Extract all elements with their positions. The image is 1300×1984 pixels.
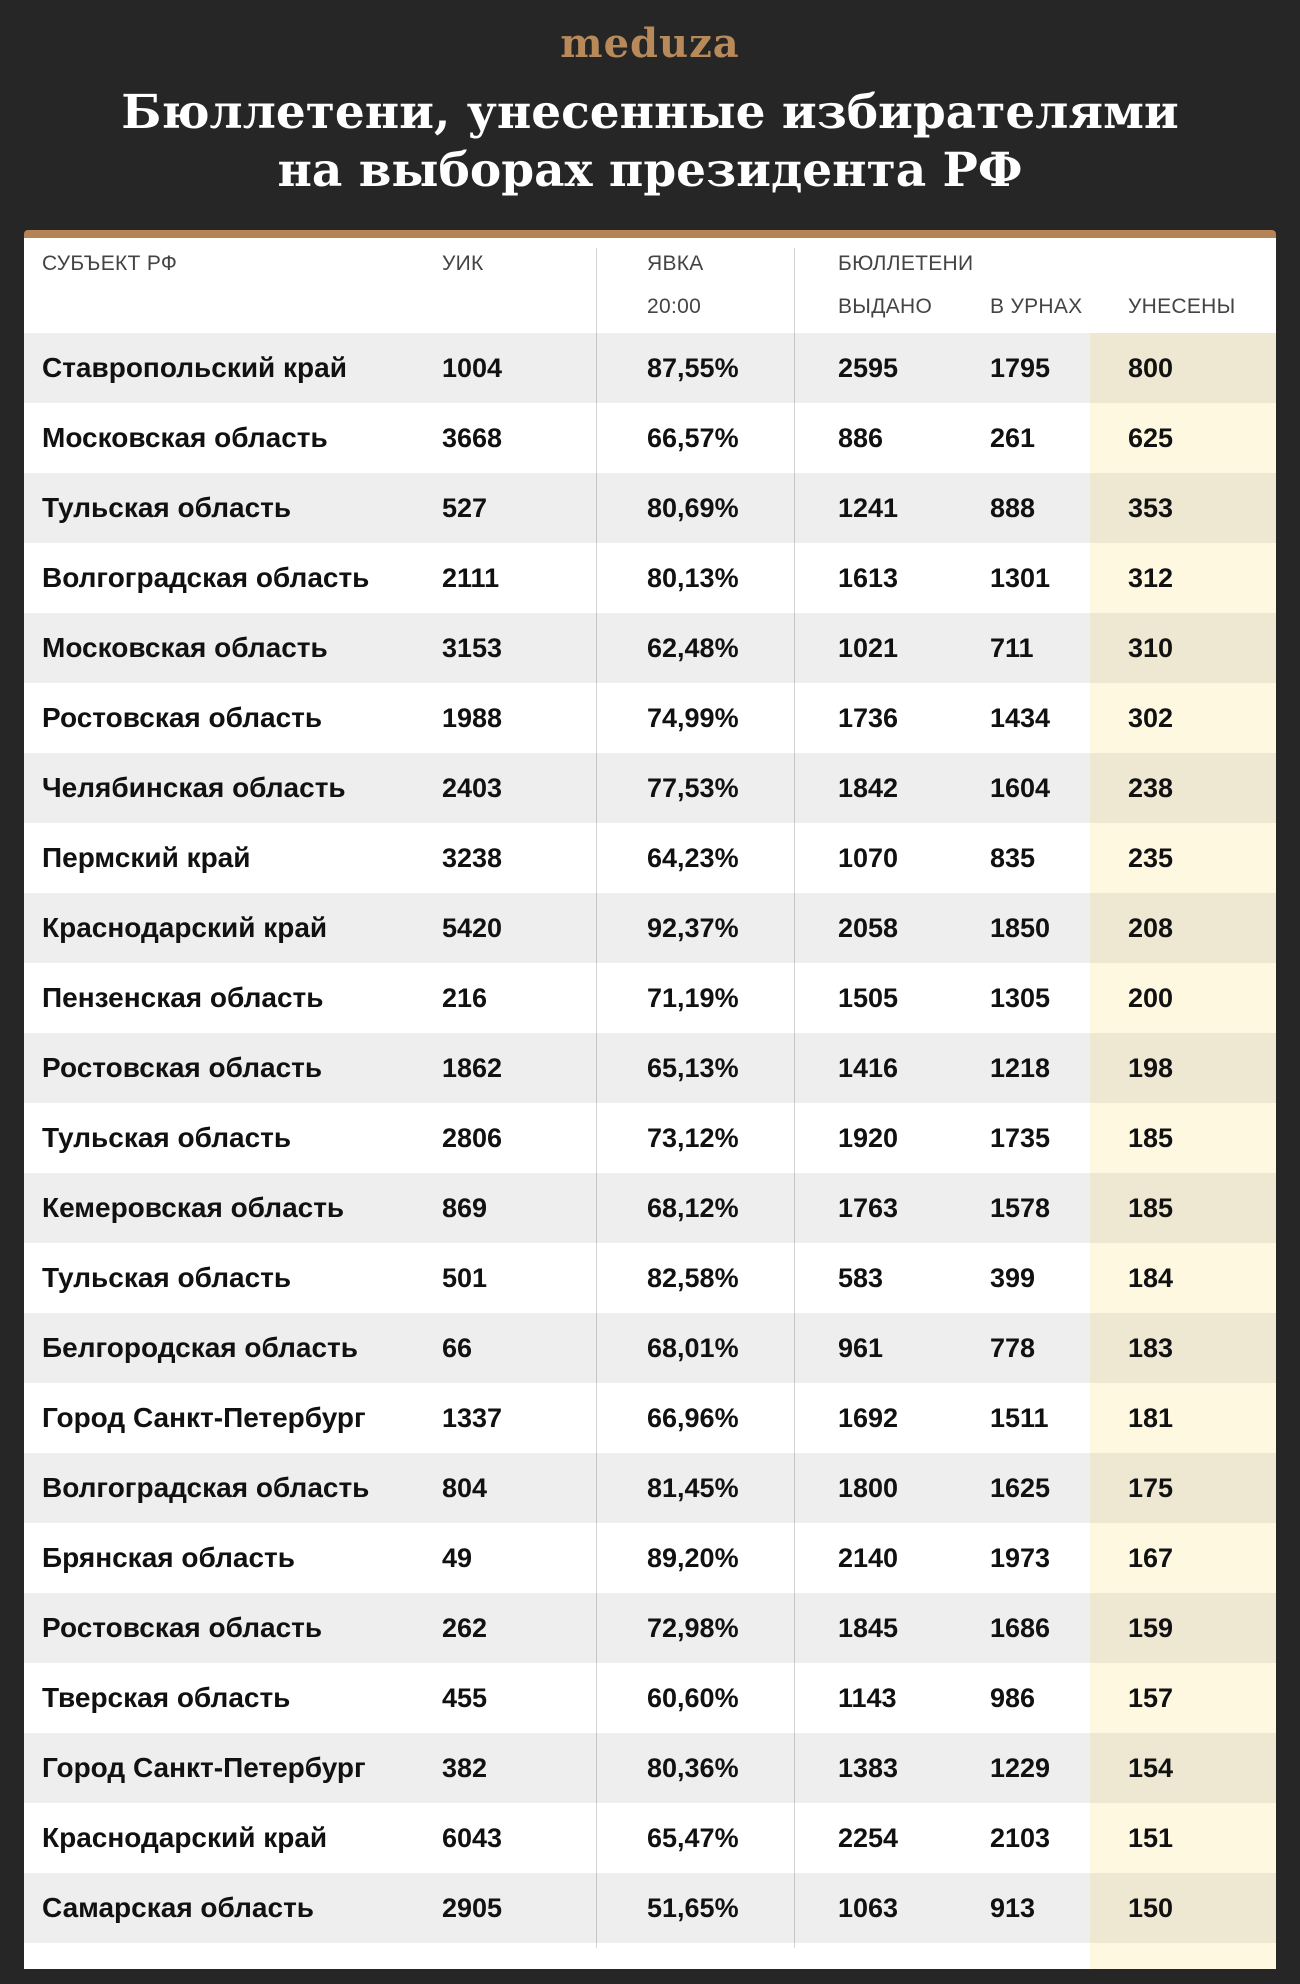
cell-turnout: 77,53% (647, 773, 739, 803)
cell-in-urns: 1973 (990, 1543, 1051, 1573)
cell-in-urns: 986 (990, 1683, 1036, 1713)
cell-in-urns: 2103 (990, 1823, 1051, 1853)
cell-uik: 869 (442, 1193, 488, 1223)
table-row (24, 1663, 1276, 1733)
cell-taken: 183 (1128, 1333, 1174, 1363)
cell-in-urns: 1686 (990, 1613, 1051, 1643)
cell-uik: 527 (442, 493, 488, 523)
cell-subject: Ростовская область (42, 1052, 323, 1083)
cell-subject: Тверская область (42, 1682, 291, 1713)
cell-taken: 353 (1128, 493, 1174, 523)
cell-issued: 1920 (838, 1123, 899, 1153)
header-turnout: ЯВКА (647, 252, 704, 275)
cell-turnout: 89,20% (647, 1543, 739, 1573)
cell-subject: Тульская область (42, 1122, 292, 1153)
cell-subject: Челябинская область (42, 772, 346, 803)
cell-uik: 49 (442, 1543, 473, 1573)
cell-issued: 1070 (838, 843, 899, 873)
table-row (24, 1733, 1276, 1803)
cell-uik: 3153 (442, 633, 503, 663)
cell-issued: 1613 (838, 563, 899, 593)
cell-turnout: 92,37% (647, 913, 739, 943)
cell-taken: 154 (1128, 1753, 1174, 1783)
cell-taken: 167 (1128, 1543, 1174, 1573)
cell-taken: 184 (1128, 1263, 1174, 1293)
cell-turnout: 64,23% (647, 843, 739, 873)
cell-in-urns: 1434 (990, 703, 1051, 733)
cell-taken: 181 (1128, 1403, 1174, 1433)
header-turnout-time: 20:00 (647, 295, 702, 318)
cell-subject: Московская область (42, 422, 328, 453)
cell-subject: Самарская область (42, 1892, 314, 1923)
cell-uik: 1337 (442, 1403, 503, 1433)
cell-taken: 310 (1128, 633, 1174, 663)
cell-taken: 159 (1128, 1613, 1174, 1643)
cell-taken: 198 (1128, 1053, 1174, 1083)
cell-issued: 1021 (838, 633, 899, 663)
cell-subject: Пермский край (42, 842, 251, 873)
cell-issued: 1763 (838, 1193, 899, 1223)
cell-issued: 1800 (838, 1473, 899, 1503)
page-title (0, 84, 1300, 200)
cell-taken: 175 (1128, 1473, 1174, 1503)
cell-subject: Волгоградская область (42, 562, 370, 593)
cell-taken: 302 (1128, 703, 1174, 733)
table-row (24, 1383, 1276, 1453)
cell-issued: 1692 (838, 1403, 899, 1433)
cell-turnout: 72,98% (647, 1613, 739, 1643)
cell-turnout: 87,55% (647, 353, 739, 383)
cell-issued: 1143 (838, 1683, 897, 1713)
cell-in-urns: 778 (990, 1333, 1036, 1363)
cell-in-urns: 1578 (990, 1193, 1051, 1223)
cell-taken: 150 (1128, 1893, 1174, 1923)
cell-uik: 66 (442, 1333, 473, 1363)
cell-uik: 1004 (442, 353, 503, 383)
cell-turnout: 68,01% (647, 1333, 739, 1363)
cell-in-urns: 1735 (990, 1123, 1051, 1153)
cell-in-urns: 1511 (990, 1403, 1049, 1433)
cell-taken: 208 (1128, 913, 1174, 943)
cell-uik: 1862 (442, 1053, 503, 1083)
header-taken: УНЕСЕНЫ (1128, 295, 1236, 318)
cell-taken: 238 (1128, 773, 1174, 803)
cell-uik: 2403 (442, 773, 503, 803)
table-row (24, 963, 1276, 1033)
cell-uik: 2806 (442, 1123, 503, 1153)
table-row (24, 333, 1276, 403)
cell-in-urns: 835 (990, 843, 1036, 873)
cell-subject: Тульская область (42, 1262, 292, 1293)
table-row (24, 1103, 1276, 1173)
cell-in-urns: 913 (990, 1893, 1036, 1923)
cell-subject: Пензенская область (42, 982, 324, 1013)
cell-issued: 1241 (838, 493, 899, 523)
cell-uik: 262 (442, 1613, 488, 1643)
cell-issued: 886 (838, 423, 884, 453)
cell-taken: 312 (1128, 563, 1174, 593)
cell-turnout: 80,13% (647, 563, 739, 593)
table-row (24, 823, 1276, 893)
cell-uik: 3668 (442, 423, 503, 453)
cell-subject: Кемеровская область (42, 1192, 345, 1223)
cell-in-urns: 1795 (990, 353, 1051, 383)
cell-in-urns: 711 (990, 633, 1034, 663)
cell-uik: 6043 (442, 1823, 503, 1853)
table-row (24, 1453, 1276, 1523)
cell-turnout: 81,45% (647, 1473, 739, 1503)
cell-issued: 1736 (838, 703, 899, 733)
cell-in-urns: 1218 (990, 1053, 1051, 1083)
cell-in-urns: 399 (990, 1263, 1036, 1293)
meduza-logo: meduza (560, 20, 740, 67)
table-row (24, 403, 1276, 473)
table-row (24, 1033, 1276, 1103)
cell-in-urns: 1301 (990, 563, 1051, 593)
cell-issued: 1383 (838, 1753, 899, 1783)
cell-issued: 583 (838, 1263, 884, 1293)
cell-uik: 2905 (442, 1893, 503, 1923)
header-in-urns: В УРНАХ (990, 295, 1083, 318)
cell-in-urns: 888 (990, 493, 1036, 523)
cell-turnout: 62,48% (647, 633, 739, 663)
cell-taken: 185 (1128, 1193, 1174, 1223)
data-table (24, 230, 1276, 1969)
cell-issued: 1842 (838, 773, 899, 803)
cell-uik: 382 (442, 1753, 488, 1783)
cell-uik: 216 (442, 983, 488, 1013)
cell-turnout: 65,47% (647, 1823, 739, 1853)
cell-subject: Город Санкт-Петербург (42, 1752, 366, 1783)
table-row (24, 543, 1276, 613)
cell-issued: 1416 (838, 1053, 899, 1083)
cell-turnout: 51,65% (647, 1893, 739, 1923)
table-row (24, 1243, 1276, 1313)
cell-taken: 185 (1128, 1123, 1174, 1153)
cell-turnout: 66,57% (647, 423, 739, 453)
cell-uik: 804 (442, 1473, 488, 1503)
cell-uik: 501 (442, 1263, 488, 1293)
cell-subject: Краснодарский край (42, 1822, 328, 1853)
table-row (24, 1313, 1276, 1383)
cell-subject: Брянская область (42, 1542, 295, 1573)
cell-taken: 200 (1128, 983, 1174, 1013)
table-row (24, 1173, 1276, 1243)
cell-subject: Город Санкт-Петербург (42, 1402, 366, 1433)
cell-taken: 151 (1128, 1823, 1174, 1853)
cell-subject: Тульская область (42, 492, 292, 523)
table-row (24, 1523, 1276, 1593)
cell-subject: Ростовская область (42, 1612, 323, 1643)
cell-turnout: 66,96% (647, 1403, 739, 1433)
title-line-1: Бюллетени, унесенные избирателями (121, 85, 1179, 140)
cell-turnout: 80,69% (647, 493, 739, 523)
cell-turnout: 68,12% (647, 1193, 739, 1223)
cell-issued: 2140 (838, 1543, 899, 1573)
cell-in-urns: 1625 (990, 1473, 1051, 1503)
cell-turnout: 74,99% (647, 703, 739, 733)
cell-in-urns: 1850 (990, 913, 1051, 943)
header-issued: ВЫДАНО (838, 295, 933, 318)
cell-subject: Краснодарский край (42, 912, 328, 943)
cell-issued: 1063 (838, 1893, 899, 1923)
cell-uik: 2111 (442, 563, 500, 593)
cell-subject: Ставропольский край (42, 352, 347, 383)
table-row (24, 1593, 1276, 1663)
cell-turnout: 60,60% (647, 1683, 739, 1713)
table-row (24, 1803, 1276, 1873)
cell-issued: 2254 (838, 1823, 899, 1853)
table-row (24, 753, 1276, 823)
cell-in-urns: 261 (990, 423, 1036, 453)
cell-turnout: 80,36% (647, 1753, 739, 1783)
cell-issued: 1505 (838, 983, 899, 1013)
header-subject: СУБЪЕКТ РФ (42, 252, 178, 275)
cell-turnout: 71,19% (647, 983, 739, 1013)
cell-subject: Ростовская область (42, 702, 323, 733)
header-ballots: БЮЛЛЕТЕНИ (838, 252, 974, 275)
cell-issued: 2595 (838, 353, 899, 383)
cell-in-urns: 1229 (990, 1753, 1051, 1783)
cell-subject: Московская область (42, 632, 328, 663)
cell-turnout: 65,13% (647, 1053, 739, 1083)
title-line-2: на выборах президента РФ (277, 143, 1023, 198)
table-row (24, 1873, 1276, 1943)
header-uik: УИК (442, 252, 484, 275)
cell-taken: 625 (1128, 423, 1174, 453)
cell-taken: 157 (1128, 1683, 1174, 1713)
cell-uik: 3238 (442, 843, 503, 873)
cell-turnout: 82,58% (647, 1263, 739, 1293)
cell-in-urns: 1604 (990, 773, 1051, 803)
table-row (24, 473, 1276, 543)
table-row (24, 613, 1276, 683)
cell-issued: 1845 (838, 1613, 899, 1643)
cell-uik: 5420 (442, 913, 503, 943)
table-row (24, 893, 1276, 963)
cell-uik: 1988 (442, 703, 503, 733)
cell-taken: 800 (1128, 353, 1174, 383)
cell-issued: 961 (838, 1333, 884, 1363)
cell-subject: Волгоградская область (42, 1472, 370, 1503)
cell-uik: 455 (442, 1683, 488, 1713)
cell-in-urns: 1305 (990, 983, 1051, 1013)
cell-turnout: 73,12% (647, 1123, 739, 1153)
cell-taken: 235 (1128, 843, 1174, 873)
table-row (24, 683, 1276, 753)
cell-issued: 2058 (838, 913, 899, 943)
table-body (24, 333, 1276, 1943)
cell-subject: Белгородская область (42, 1332, 358, 1363)
